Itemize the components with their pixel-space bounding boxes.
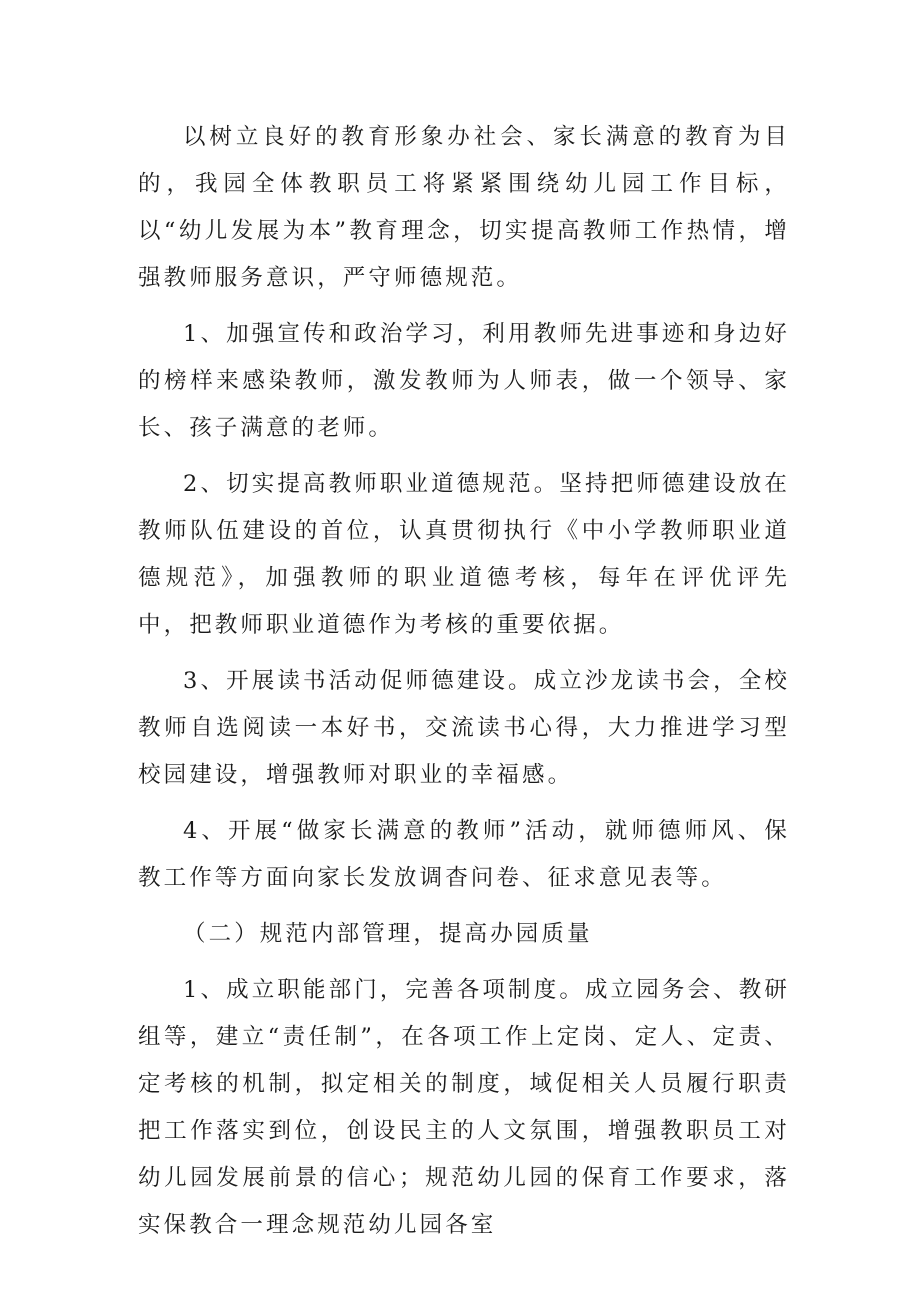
- paragraph-item-3: 3、开展读书活动促师德建设。成立沙龙读书会，全校教师自选阅读一本好书，交流读书心得，大力推进学习型校园建设，增强教师对职业的幸福感。: [138, 668, 790, 788]
- paragraph-intro: 以树立良好的教育形象办社会、家长满意的教育为目的，我园全体教职员工将紧紧围绕幼儿园工作目标，以“幼儿发展为本”教育理念，切实提高教师工作热情，增强教师服务意识，严守师德规范。: [138, 124, 790, 291]
- section-heading: （二）规范内部管理，提高办园质量: [183, 921, 593, 947]
- paragraph-section-item-1: 1、成立职能部门，完善各项制度。成立园务会、教研组等，建立“责任制”，在各项工作上定岗、定人、定责、定考核的机制，拟定相关的制度，域促相关人员履行职责把工作落实到位，创设民主的人文氛围，增强教职员工对幼儿园发展前景的信心；规范幼儿园的保育工作要求，落实保教合一理念规范幼儿园各室: [138, 977, 790, 1238]
- paragraph-item-1: 1、加强宣传和政治学习，利用教师先进事迹和身边好的榜样来感染教师，激发教师为人师表，做一个领导、家长、孩子满意的老师。: [138, 321, 790, 441]
- paragraph-item-4: 4、开展“做家长满意的教师”活动，就师德师风、保教工作等方面向家长发放调杳问卷、征求意见表等。: [138, 818, 790, 891]
- document-page: [138, 114, 790, 1258]
- paragraph-item-2: 2、切实提高教师职业道德规范。坚持把师德建设放在教师队伍建设的首位，认真贯彻执行《中小学教师职业道德规范》，加强教师的职业道德考核，每年在评优评先中，把教师职业道德作为考核的重要依据。: [138, 471, 790, 638]
